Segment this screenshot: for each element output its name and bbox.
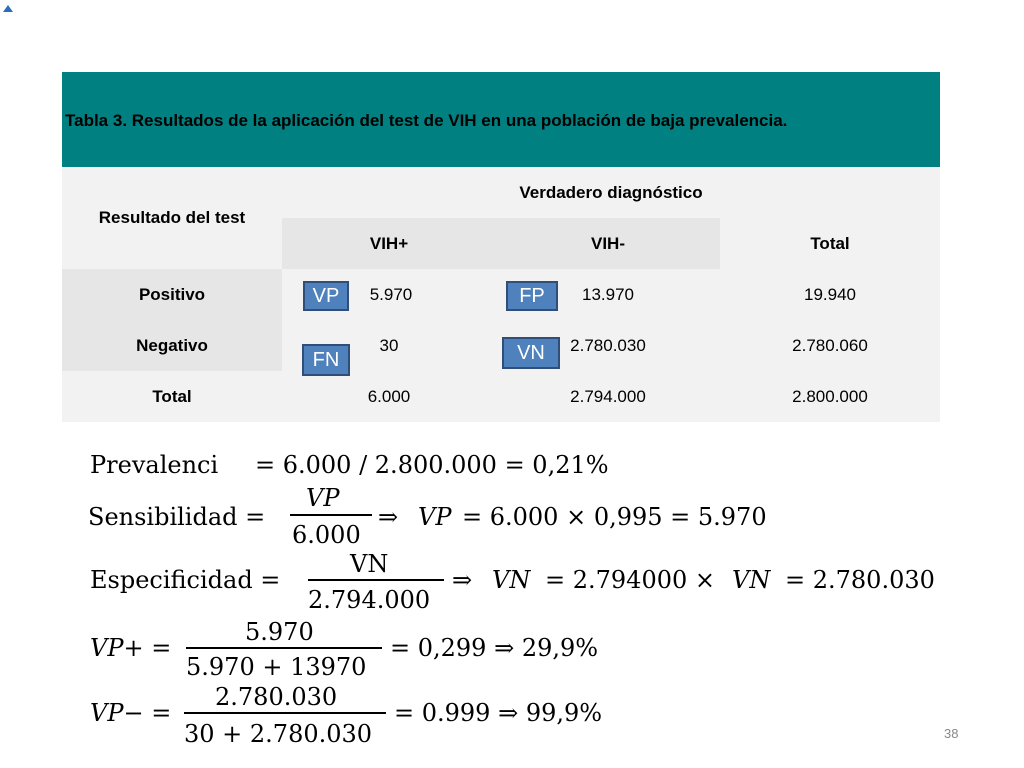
formula-vppos-den: 5.970 + 13970 xyxy=(186,653,367,681)
col-header-total: Total xyxy=(720,218,940,269)
tag-vp: VP xyxy=(303,281,349,311)
tag-fn: FN xyxy=(302,344,350,376)
formula-prevalencia-label: Prevalenci xyxy=(90,451,219,479)
table-cell: 2.780.030 xyxy=(496,320,720,371)
formula-especificidad-var2: VN xyxy=(732,566,771,594)
col-header-vih-pos: VIH+ xyxy=(282,218,496,269)
formula-especificidad-mid: = 2.794000 × xyxy=(545,566,715,594)
row-header-cell: Resultado del test xyxy=(62,167,282,269)
formula-vpneg-den: 30 + 2.780.030 xyxy=(184,720,373,748)
formula-sensibilidad-rest: = 6.000 × 0,995 = 5.970 xyxy=(462,503,767,531)
table-cell: 19.940 xyxy=(720,269,940,320)
table-cell: 2.780.060 xyxy=(720,320,940,371)
formula-prevalencia-expr: = 6.000 / 2.800.000 = 0,21% xyxy=(255,451,609,479)
tag-fp: FP xyxy=(506,281,558,311)
formula-sensibilidad-num: VP xyxy=(306,484,340,512)
formula-especificidad-den: 2.794.000 xyxy=(308,586,431,614)
group-header-cell: Verdadero diagnóstico xyxy=(282,167,940,218)
formula-especificidad-var: VN xyxy=(492,566,531,594)
formula-sensibilidad-label: Sensibilidad = xyxy=(88,503,266,531)
row-label-negativo: Negativo xyxy=(62,320,282,371)
table-cell: 5.970 xyxy=(282,269,496,320)
table-cell: 13.970 xyxy=(496,269,720,320)
row-label-positivo: Positivo xyxy=(62,269,282,320)
formula-especificidad-num: VN xyxy=(350,550,389,578)
table-cell: 30 xyxy=(282,320,496,371)
implies-arrow: ⇒ xyxy=(452,566,473,594)
page-number: 38 xyxy=(944,726,959,741)
tag-vn: VN xyxy=(502,337,560,369)
formula-vppos-label: VP+ = xyxy=(90,634,172,662)
formula-vpneg-num: 2.780.030 xyxy=(215,683,338,711)
formula-vpneg-label: VP− = xyxy=(90,699,172,727)
formula-especificidad-end: = 2.780.030 xyxy=(785,566,935,594)
formula-sensibilidad-var: VP xyxy=(418,503,452,531)
formula-especificidad-label: Especificidad = xyxy=(90,566,281,594)
col-header-vih-neg: VIH- xyxy=(496,218,720,269)
implies-arrow: ⇒ xyxy=(378,503,399,531)
table-cell: 2.794.000 xyxy=(496,371,720,422)
table-caption: Tabla 3. Resultados de la aplicación del test de VIH en una población de baja prevalencia. xyxy=(65,111,788,130)
formula-vppos-num: 5.970 xyxy=(245,618,314,646)
table-cell: 2.800.000 xyxy=(720,371,940,422)
table-cell: 6.000 xyxy=(282,371,496,422)
row-label-total: Total xyxy=(62,371,282,422)
formula-sensibilidad-den: 6.000 xyxy=(292,521,361,549)
formula-vppos-rest: = 0,299 ⇒ 29,9% xyxy=(390,634,599,662)
formula-vpneg-rest: = 0.999 ⇒ 99,9% xyxy=(394,699,603,727)
